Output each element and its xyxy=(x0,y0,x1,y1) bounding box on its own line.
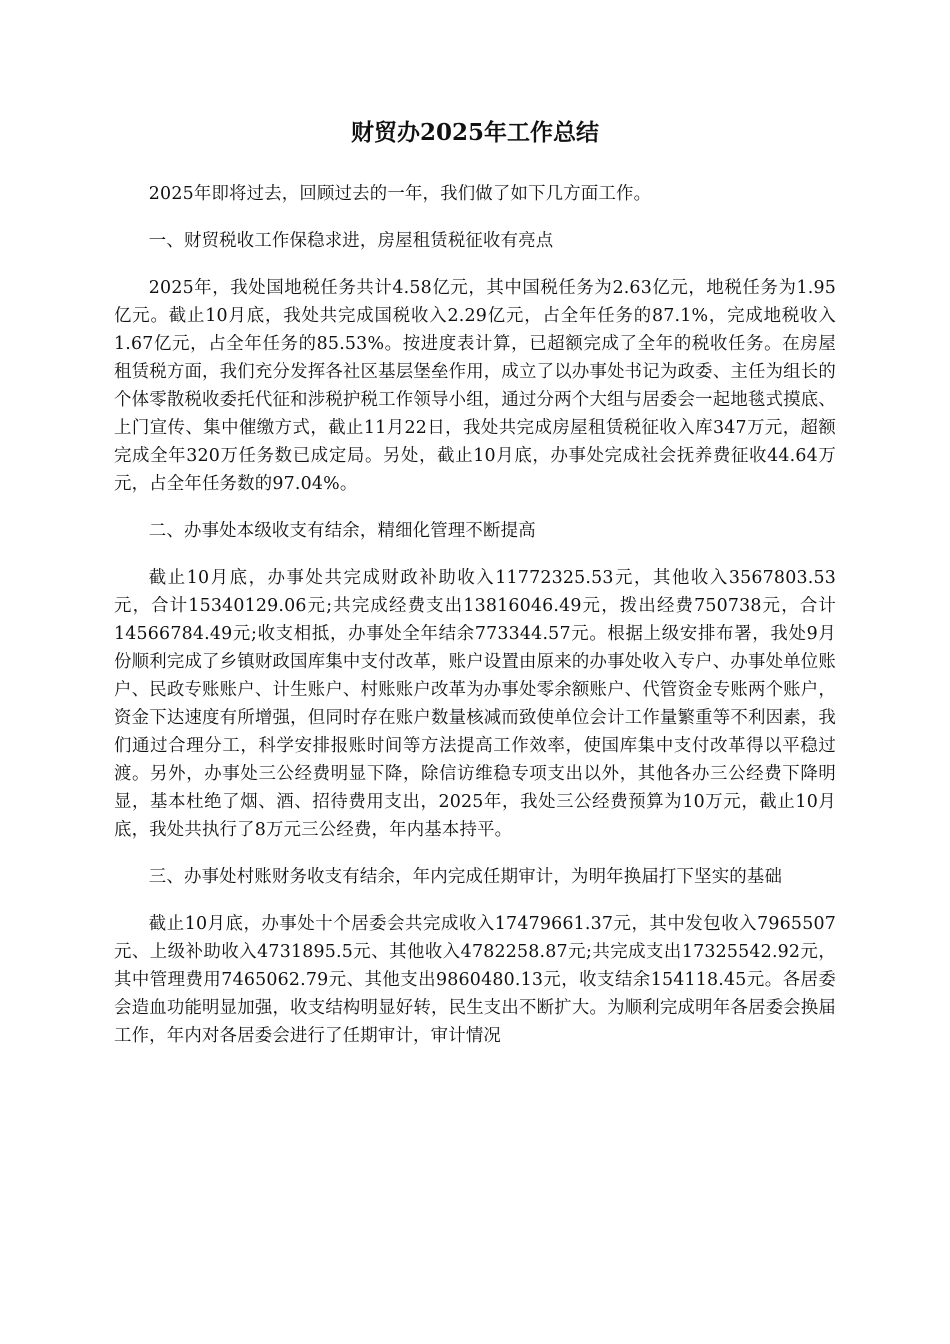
section-1-body: 2025年，我处国地税任务共计4.58亿元，其中国税任务为2.63亿元，地税任务为1.95亿元。截止10月底，我处共完成国税收入2.29亿元，占全年任务的87.1%，完成地税收入1.67亿元，占全年任务的85.53%。按进度表计算，已超额完成了全年的税收任务。在房屋租赁税方面，我们充分发挥各社区基层堡垒作用，成立了以办事处书记为政委、主任为组长的个体零散税收委托代征和涉税护税工作领导小组，通过分两个大组与居委会一起地毯式摸底、上门宣传、集中催缴方式，截止11月22日，我处共完成房屋租赁税征收入库347万元，超额完成全年320万任务数已成定局。另处，截止10月底，办事处完成社会抚养费征收44.64万元，占全年任务数的97.04%。 xyxy=(114,278,836,494)
section-heading-1: 一、财贸税收工作保稳求进，房屋租赁税征收有亮点 xyxy=(148,231,554,251)
document-body xyxy=(114,112,836,1069)
section-heading-2: 二、办事处本级收支有结余，精细化管理不断提高 xyxy=(148,521,536,541)
document-title: 财贸办2025年工作总结 xyxy=(350,119,599,146)
intro-paragraph: 2025年即将过去，回顾过去的一年，我们做了如下几方面工作。 xyxy=(148,184,652,204)
section-2-body: 截止10月底，办事处共完成财政补助收入11772325.53元，其他收入3567803.53元，合计15340129.06元;共完成经费支出13816046.49元，拨出经费750738元，合计14566784.49元;收支相抵，办事处全年结余773344.57元。根据上级安排布署，我处9月份顺利完成了乡镇财政国库集中支付改革，账户设置由原来的办事处收入专户、办事处单位账户、民政专账账户、计生账户、村账账户改革为办事处零余额账户、代管资金专账两个账户，资金下达速度有所增强，但同时存在账户数量核减而致使单位会计工作量繁重等不利因素，我们通过合理分工，科学安排报账时间等方法提高工作效率，使国库集中支付改革得以平稳过渡。另外，办事处三公经费明显下降，除信访维稳专项支出以外，其他各办三公经费下降明显，基本杜绝了烟、酒、招待费用支出，2025年，我处三公经费预算为10万元，截止10月底，我处共执行了8万元三公经费，年内基本持平。 xyxy=(114,568,836,840)
section-heading-3: 三、办事处村账财务收支有结余，年内完成任期审计，为明年换届打下坚实的基础 xyxy=(148,867,783,887)
section-3-body: 截止10月底，办事处十个居委会共完成收入17479661.37元，其中发包收入7965507元、上级补助收入4731895.5元、其他收入4782258.87元;共完成支出17325542.92元，其中管理费用7465062.79元、其他支出9860480.13元，收支结余154118.45元。各居委会造血功能明显加强，收支结构明显好转，民生支出不断扩大。为顺利完成明年各居委会换届工作，年内对各居委会进行了任期审计，审计情况 xyxy=(114,914,836,1046)
